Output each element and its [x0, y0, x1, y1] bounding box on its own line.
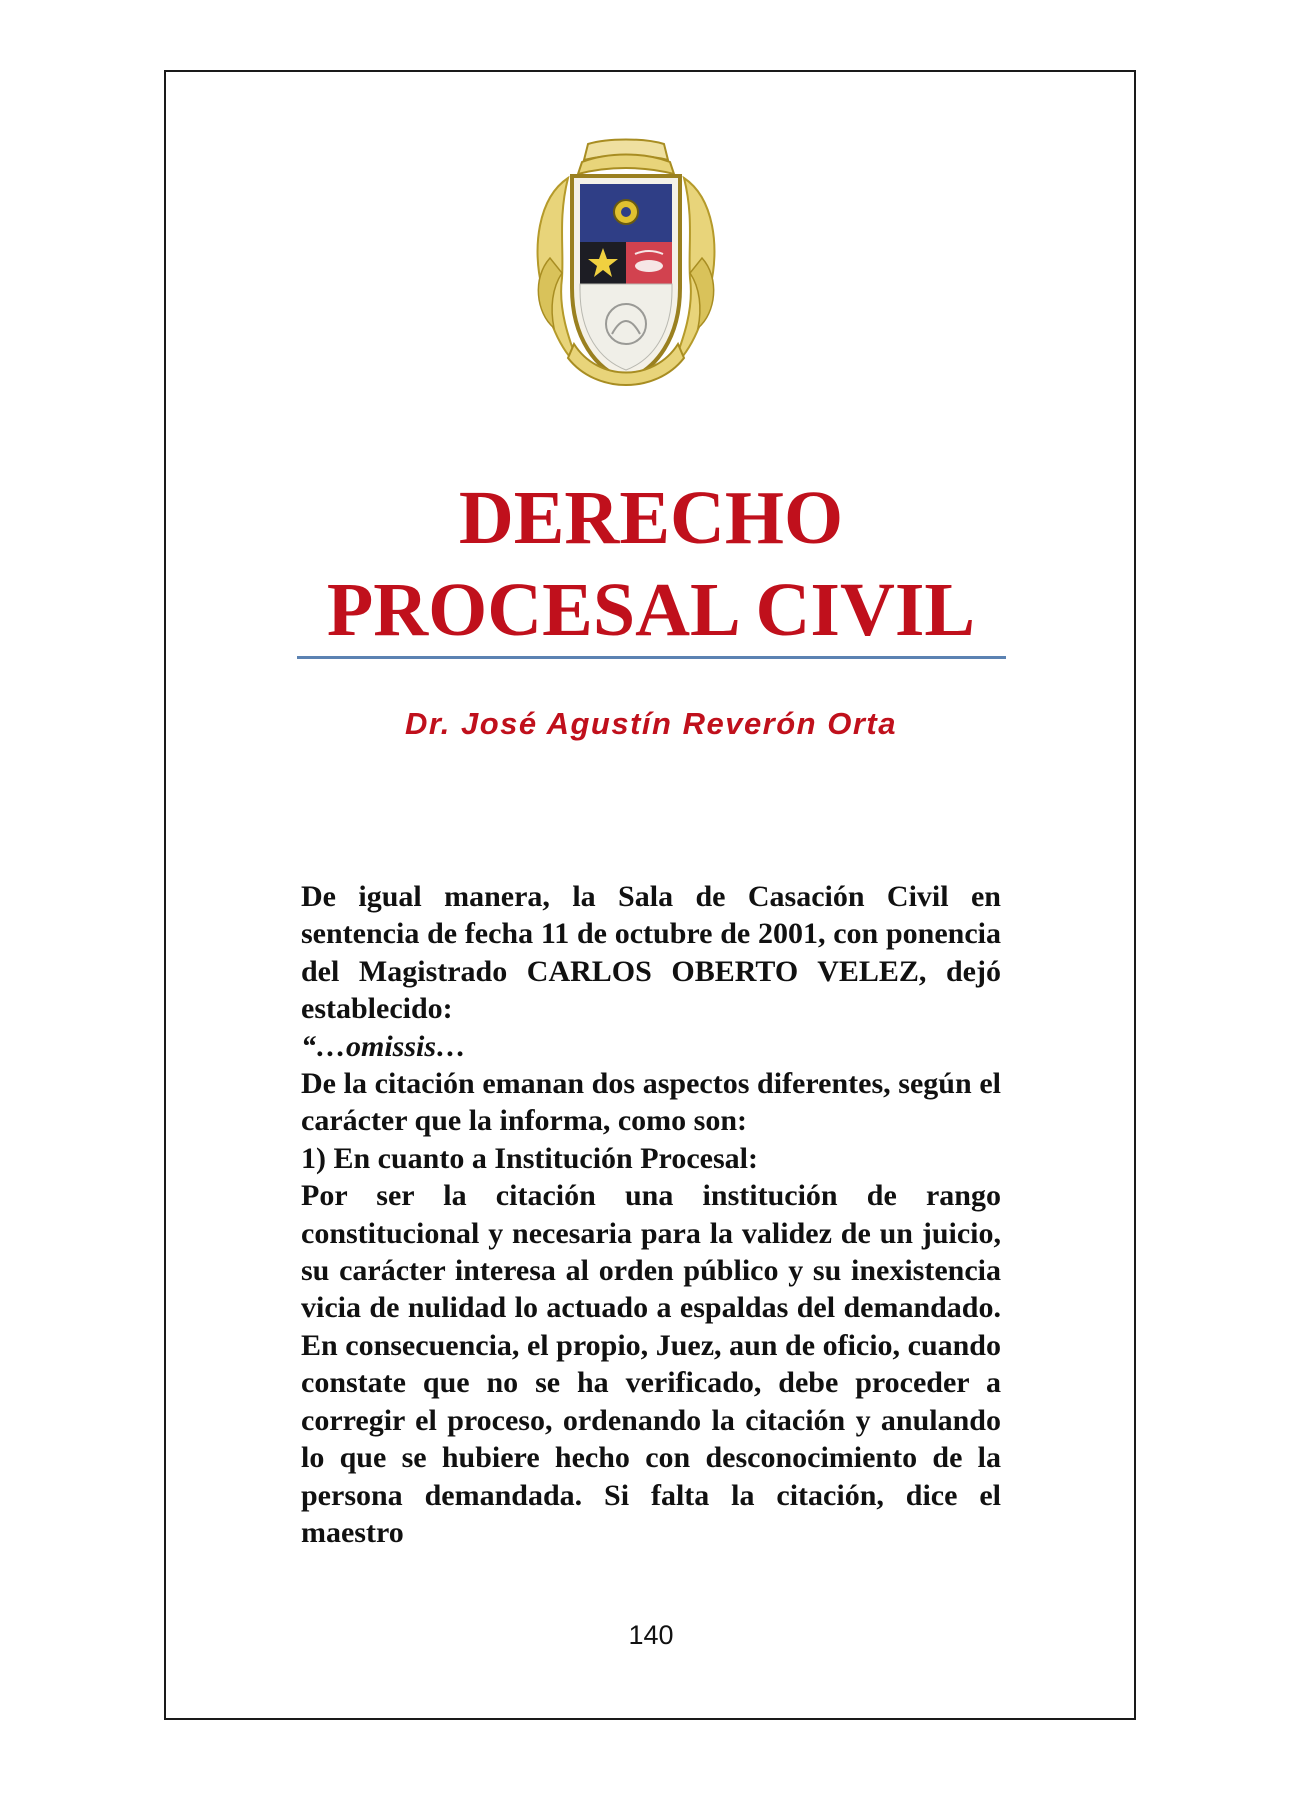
paragraph-institution: Por ser la citación una institución de rango constitucional y necesaria para la validez de un juicio, su carácter interesa al orden público y su inexistencia vicia de nulidad lo actuado a espaldas del demandado. En consecuencia, el propio, Juez, aun de oficio, cuando constate que no se ha verificado, debe proceder a corregir el proceso, ordenando la citación y anulando lo que se hubiere hecho con desconocimiento de la persona demandada. Si falta la citación, dice el maestro [301, 1179, 1001, 1549]
page-number: 140 [628, 1620, 674, 1650]
title-line-2: PROCESAL CIVIL [326, 568, 976, 652]
title-divider [297, 656, 1006, 659]
book-title [290, 472, 1012, 656]
paragraph-aspects: De la citación emanan dos aspectos diferentes, según el carácter que la informa, como son: [301, 1067, 1001, 1138]
author-name: Dr. José Agustín Reverón Orta [405, 706, 897, 741]
paragraph-citation-intro: De igual manera, la Sala de Casación Civil en sentencia de fecha 11 de octubre de 2001, con ponencia del Magistrado CARLOS OBERTO VELEZ, dejó establecido: [301, 880, 1001, 1026]
section-heading: 1) En cuanto a Institución Procesal: [301, 1141, 758, 1175]
title-line-1: DERECHO [458, 476, 844, 560]
coat-of-arms-icon [528, 138, 724, 390]
body-text [301, 878, 1001, 1551]
omissis-marker: “…omissis… [301, 1029, 467, 1063]
